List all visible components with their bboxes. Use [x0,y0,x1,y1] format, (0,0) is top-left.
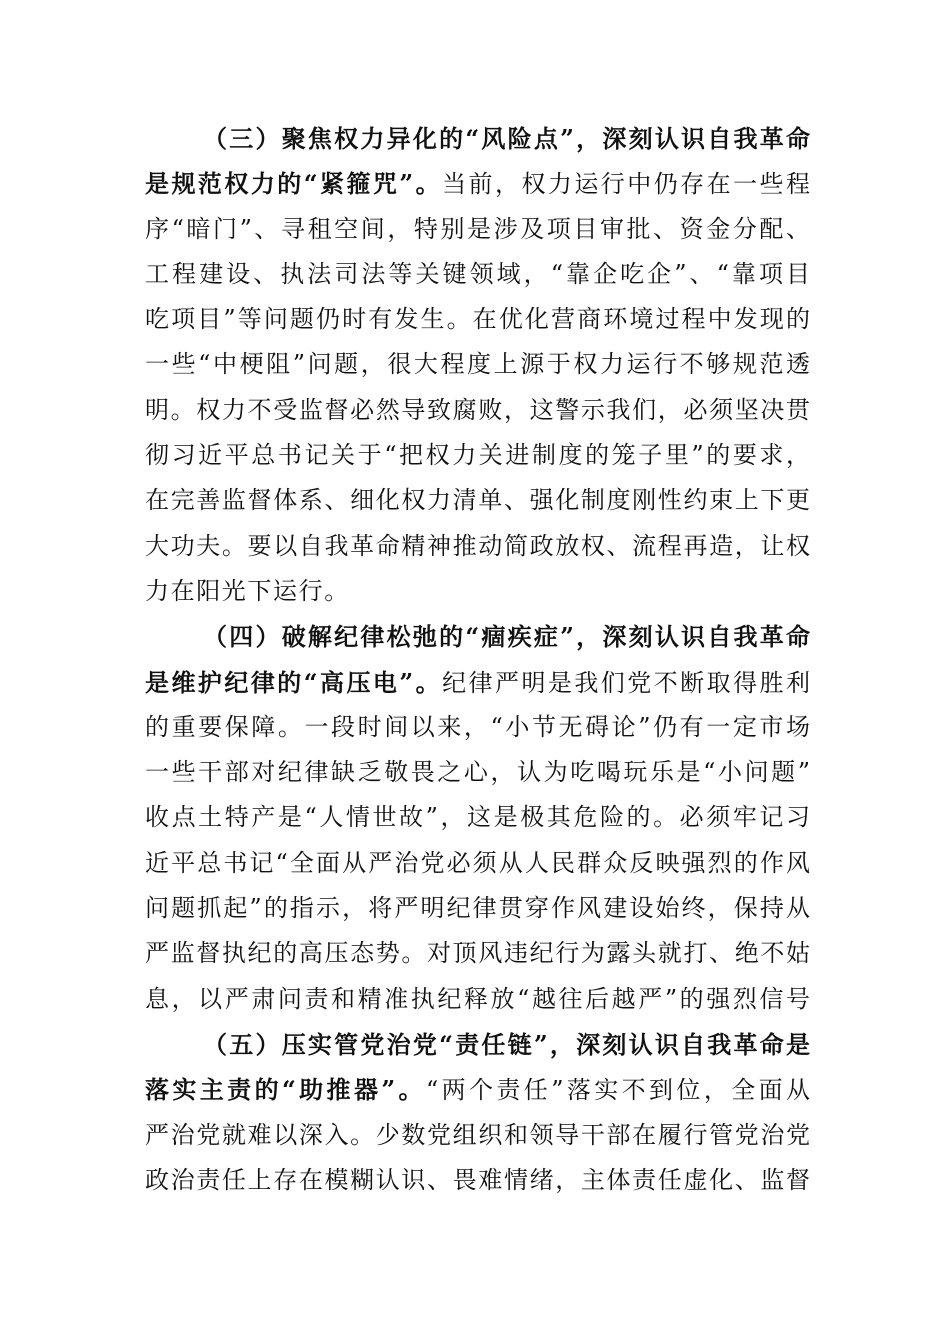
paragraph-section-4 [145,614,810,1022]
section-3-heading-line: （三）聚焦权力异化的“风险点”，深刻认识自我革命 [203,124,810,153]
section-3-line-6: 一些“中梗阻”问题，很大程度上源于权力运行不够规范透 [145,350,810,379]
section-3-line-10: 大功夫。要以自我革命精神推动简政放权、流程再造，让权 [145,531,810,560]
section-5-body-start: “两个责任”落实不到位，全面从 [425,1076,811,1105]
section-5-line-4: 政治责任上存在模糊认识、畏难情绪，主体责任虚化、监督 [145,1165,810,1194]
section-4-line-4: 一些干部对纪律缺乏敬畏之心，认为吃喝玩乐是“小问题” [145,758,810,787]
section-4-body-start: 纪律严明是我们党不断取得胜利 [442,668,811,697]
section-3-line-2 [145,161,810,206]
section-3-line-3: 序“暗门”、寻租空间，特别是涉及项目审批、资金分配、 [145,214,810,243]
section-3-line-7: 明。权力不受监督必然导致腐败，这警示我们，必须坚决贯 [145,395,810,424]
section-4-line-2 [145,660,810,705]
section-3-line-5: 吃项目”等问题仍时有发生。在优化营商环境过程中发现的 [145,305,810,334]
section-4-heading-line: （四）破解纪律松弛的“痼疾症”，深刻认识自我革命 [203,622,810,652]
section-3-body-start: 当前，权力运行中仍存在一些程 [442,170,811,199]
section-3-line-8: 彻习近平总书记关于“把权力关进制度的笼子里”的要求， [145,441,810,470]
section-5-line-3: 严治党就难以深入。少数党组织和领导干部在履行管党治党 [145,1120,810,1149]
section-5-line-2 [145,1067,810,1112]
section-4-line-5: 收点土特产是“人情世故”，这是极其危险的。必须牢记习 [145,803,810,832]
section-5-heading-tail: 落实主责的“助推器”。 [145,1075,426,1105]
section-4-line-6: 近平总书记“全面从严治党必须从人民群众反映强烈的作风 [145,848,810,877]
section-3-line-4: 工程建设、执法司法等关键领域，“靠企吃企”、“靠项目 [145,259,810,288]
section-3-heading-tail: 是规范权力的“紧箍咒”。 [145,169,443,199]
section-4-line-8: 严监督执纪的高压态势。对顶风违纪行为露头就打、绝不姑 [145,939,810,968]
document-body [145,116,810,1203]
section-3-line-11: 力在阳光下运行。 [145,576,350,605]
section-4-line-9: 息，以严肃问责和精准执纪释放“越往后越严”的强烈信号 [145,984,810,1013]
paragraph-section-5 [145,1022,810,1203]
section-4-line-7: 问题抓起”的指示，将严明纪律贯穿作风建设始终，保持从 [145,894,810,923]
paragraph-section-3 [145,116,810,614]
section-3-line-9: 在完善监督体系、细化权力清单、强化制度刚性约束上下更 [145,486,810,515]
section-4-line-3: 的重要保障。一段时间以来，“小节无碍论”仍有一定市场 [145,712,810,741]
section-5-heading-line: （五）压实管党治党“责任链”，深刻认识自我革命是 [203,1029,810,1059]
section-4-heading-tail: 是维护纪律的“高压电”。 [145,667,443,697]
